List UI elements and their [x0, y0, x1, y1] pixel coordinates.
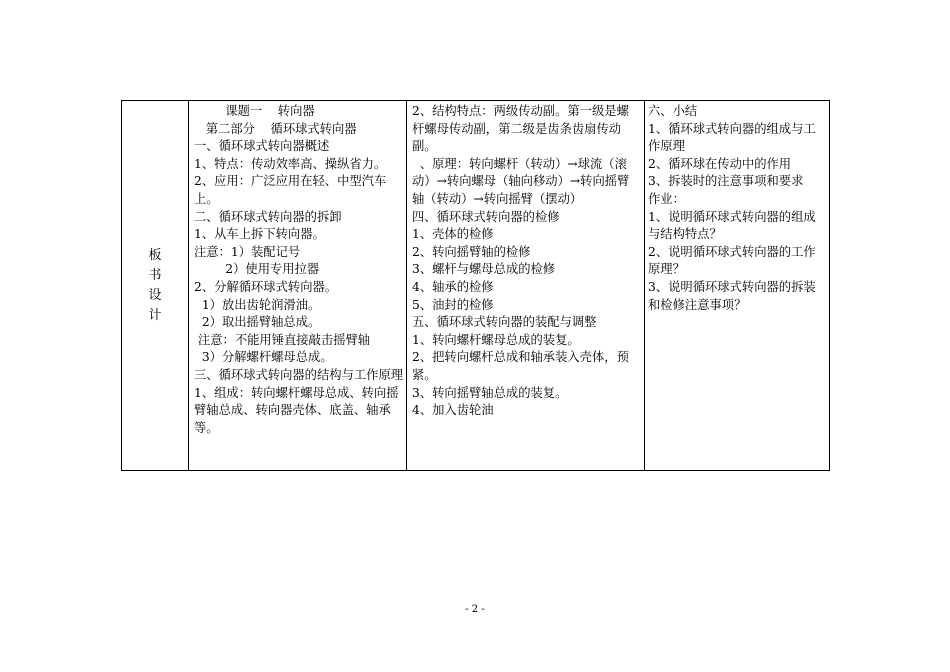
- text-line: 4、轴承的检修: [412, 279, 494, 294]
- text-line: 四、循环球式转向器的检修: [412, 209, 560, 224]
- board-design-label: 板书设计: [148, 247, 162, 323]
- text-line: 2、结构特点：两级传动副。第一级是螺杆螺母传动副，第二级是齿条齿扇传动副。: [412, 104, 629, 154]
- text-line: 二、循环球式转向器的拆卸: [194, 209, 342, 224]
- text-line: 3、转向摇臂轴总成的装复。: [412, 385, 568, 400]
- text-line: 三、循环球式转向器的结构与工作原理: [194, 367, 404, 382]
- text-line: 2、分解循环球式转向器。: [194, 279, 338, 294]
- text-line: 五、循环球式转向器的装配与调整: [412, 315, 597, 330]
- text-line: 1、转向螺杆螺母总成的装复。: [412, 332, 580, 347]
- label-cell: [122, 101, 188, 470]
- text-line: 5、油封的检修: [412, 297, 494, 312]
- text-line: 2、转向摇臂轴的检修: [412, 244, 531, 259]
- content-column-3: [648, 103, 826, 314]
- text-line: 1）放出齿轮润滑油。: [194, 297, 321, 312]
- text-line: 2、循环球在传动中的作用: [648, 156, 792, 171]
- text-line: 六、小结: [648, 104, 698, 118]
- text-line: 3）分解螺杆螺母总成。: [194, 350, 333, 365]
- column-divider: [406, 101, 407, 470]
- text-line: 1、特点：传动效率高、操纵省力。: [194, 156, 387, 171]
- text-line: 注意：不能用锤直接敲击摇臂轴: [194, 332, 371, 347]
- text-line: 2）取出摇臂轴总成。: [194, 315, 321, 330]
- text-line: 一、循环球式转向器概述: [194, 139, 330, 154]
- text-line: 2、应用：广泛应用在轻、中型汽车上。: [194, 174, 387, 206]
- text-line: 作业：: [648, 191, 685, 206]
- text-line: 1、从车上拆下转向器。: [194, 227, 325, 242]
- text-line: 3、螺杆与螺母总成的检修: [412, 262, 556, 277]
- board-design-table: [121, 100, 830, 471]
- text-line: 注意：1）装配记号: [194, 244, 301, 259]
- page-number: - 2 -: [465, 604, 485, 615]
- text-line: 1、组成：转向螺杆螺母总成、转向摇臂轴总成、转向器壳体、底盖、轴承等。: [194, 385, 399, 435]
- text-line: 4、加入齿轮油: [412, 403, 494, 418]
- text-line: 3、说明循环球式转向器的拆装和检修注意事项？: [648, 279, 816, 312]
- text-line: 、原理：转向螺杆（转动）→球流（滚动）→转向螺母（轴向移动）→转向摇臂轴（转动）→转向摇臂（摆动）: [412, 156, 630, 206]
- text-line: 2、说明循环球式转向器的工作原理？: [648, 244, 816, 277]
- column-divider: [644, 101, 645, 470]
- text-line: 2、把转向螺杆总成和轴承装入壳体，预紧。: [412, 350, 629, 382]
- text-line: 3、拆装时的注意事项和要求: [648, 174, 804, 189]
- text-line: 课题一 转向器: [194, 104, 315, 118]
- content-column-1: [194, 103, 406, 437]
- text-line: 1、循环球式转向器的组成与工作原理: [648, 121, 816, 154]
- text-line: 第二部分 循环球式转向器: [194, 121, 357, 136]
- text-line: 1、壳体的检修: [412, 227, 494, 242]
- text-line: 2）使用专用拉器: [194, 262, 320, 277]
- content-column-2: [412, 103, 640, 420]
- column-divider: [188, 101, 189, 470]
- text-line: 1、说明循环球式转向器的组成与结构特点？: [648, 209, 816, 242]
